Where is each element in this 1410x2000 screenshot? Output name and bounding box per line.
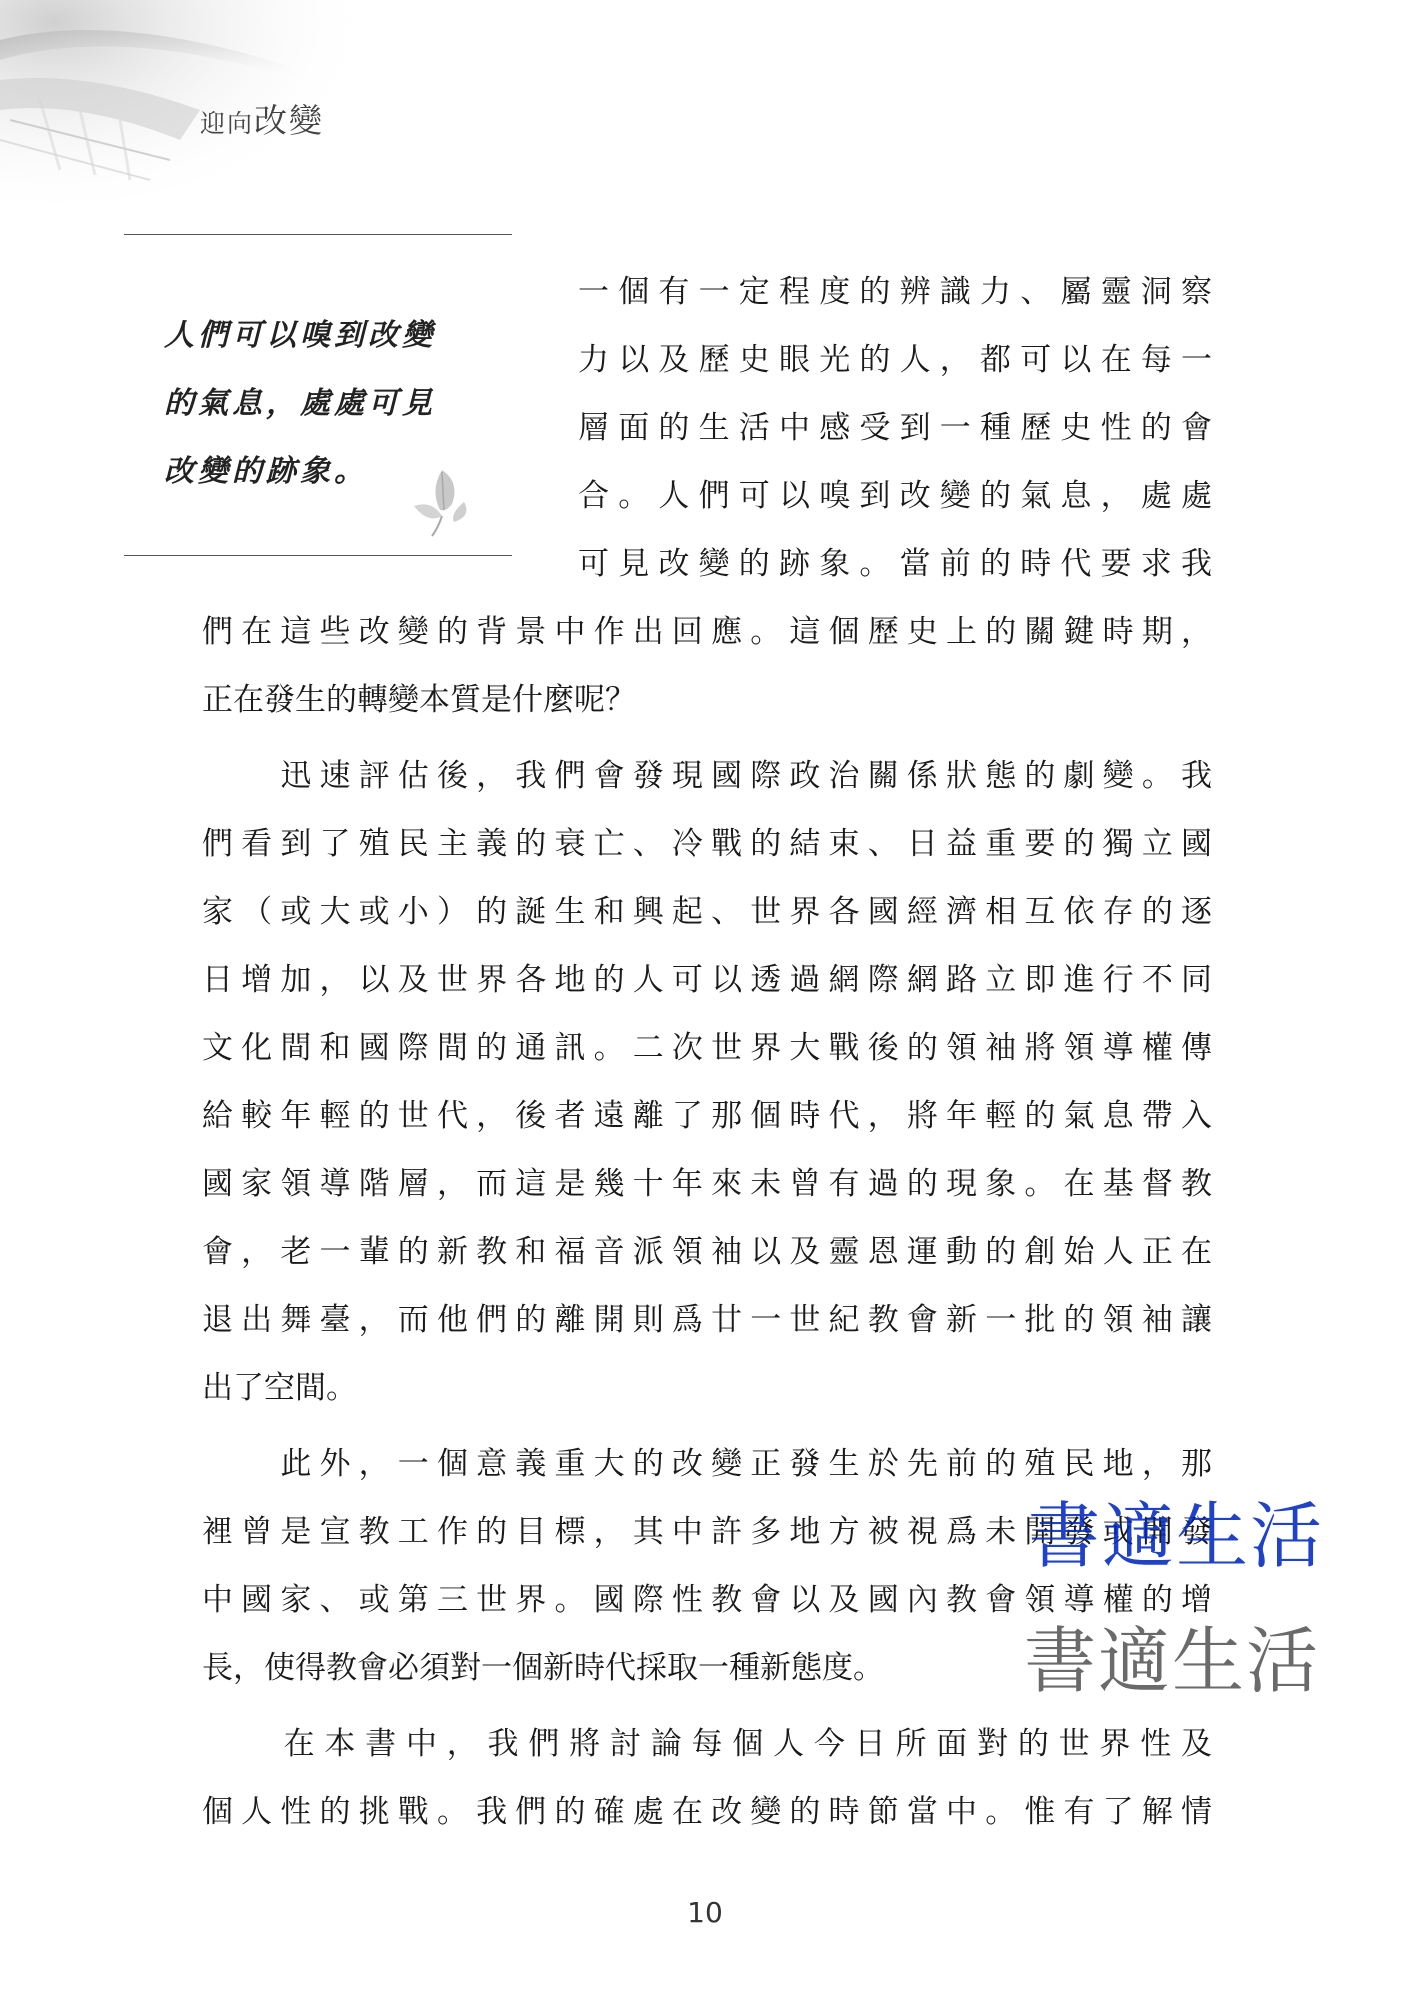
text-line: 迅速評估後，我們會發現國際政治關係狀態的劇變。我 xyxy=(202,758,1212,794)
watermark-gray: 書適生活 xyxy=(1024,1619,1321,1703)
text-line: 會，老一輩的新教和福音派領袖以及靈恩運動的創始人正在 xyxy=(202,1234,1212,1270)
text-line: 個人性的挑戰。我們的確處在改變的時節當中。惟有了解情 xyxy=(202,1794,1212,1830)
pull-quote-line: 改變的跡象。 xyxy=(164,454,368,489)
text-line: 文化間和國際間的通訊。二次世界大戰後的領袖將領導權傳 xyxy=(202,1030,1212,1066)
text-line: 一個有一定程度的辨識力、屬靈洞察 xyxy=(578,274,1212,310)
text-line: 中國家、或第三世界。國際性教會以及國內教會領導權的增 xyxy=(202,1582,1212,1618)
text-line: 力以及歷史眼光的人，都可以在每一 xyxy=(578,342,1212,378)
text-line: 家（或大或小）的誕生和興起、世界各國經濟相互依存的逐 xyxy=(202,894,1212,930)
pull-quote-line: 人們可以嗅到改變 xyxy=(164,318,436,353)
text-line: 層面的生活中感受到一種歷史性的會 xyxy=(578,410,1212,446)
pull-quote-top-rule xyxy=(124,234,512,235)
text-line: 可見改變的跡象。當前的時代要求我 xyxy=(578,546,1212,582)
text-line: 國家領導階層，而這是幾十年來未曾有過的現象。在基督教 xyxy=(202,1166,1212,1202)
text-line: 正在發生的轉變本質是什麼呢？ xyxy=(202,682,636,718)
page-number: 10 xyxy=(687,1896,723,1929)
watermark-blue: 書適生活 xyxy=(1028,1494,1325,1578)
text-line: 日增加，以及世界各地的人可以透過網際網路立即進行不同 xyxy=(202,962,1212,998)
text-line: 此外，一個意義重大的改變正發生於先前的殖民地，那 xyxy=(202,1446,1212,1482)
running-header-prefix: 迎向 xyxy=(200,109,255,138)
text-line: 出了空間。 xyxy=(202,1370,357,1406)
text-line: 在本書中，我們將討論每個人今日所面對的世界性及 xyxy=(202,1726,1212,1762)
text-line: 退出舞臺，而他們的離開則爲廿一世紀教會新一批的領袖讓 xyxy=(202,1302,1212,1338)
text-line: 給較年輕的世代，後者遠離了那個時代，將年輕的氣息帶入 xyxy=(202,1098,1212,1134)
running-header-title: 改變 xyxy=(254,101,325,140)
text-line: 們在這些改變的背景中作出回應。這個歷史上的關鍵時期， xyxy=(202,614,1212,650)
text-line: 裡曾是宣教工作的目標，其中許多地方被視爲未開發或開發 xyxy=(202,1514,1212,1550)
text-line: 長，使得教會必須對一個新時代採取一種新態度。 xyxy=(202,1650,884,1686)
body-text xyxy=(202,272,1212,1852)
text-line: 合。人們可以嗅到改變的氣息，處處 xyxy=(578,478,1212,514)
text-line: 們看到了殖民主義的衰亡、冷戰的結束、日益重要的獨立國 xyxy=(202,826,1212,862)
running-header xyxy=(200,101,325,140)
pull-quote-line: 的氣息，處處可見 xyxy=(164,386,436,421)
